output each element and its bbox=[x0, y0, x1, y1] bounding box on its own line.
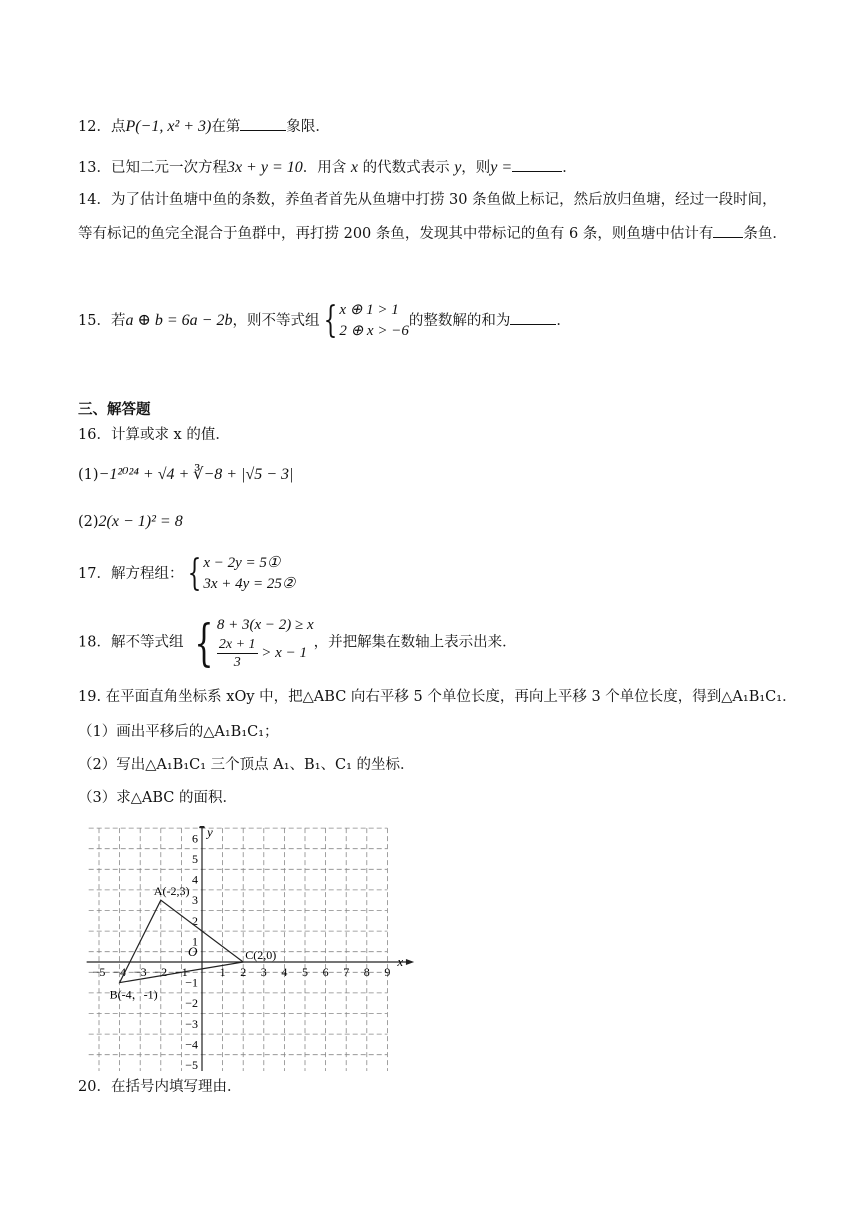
q18-text: 18．解不等式组 bbox=[78, 634, 184, 651]
q15-blank[interactable] bbox=[510, 310, 556, 325]
q12-text-2: 在第 bbox=[211, 119, 241, 135]
q12-text-3: 象限． bbox=[286, 119, 330, 135]
x-tick-label: 4 bbox=[281, 965, 288, 979]
q16-p1-expression: −1²⁰²⁴ + √4 + ∛−8 + |√5 − 3| bbox=[98, 466, 294, 483]
q15-system bbox=[339, 300, 408, 342]
question-16-part-2 bbox=[78, 512, 183, 532]
q18-brace: { bbox=[194, 613, 214, 672]
q13-text-2: ．用含 bbox=[302, 160, 347, 176]
y-axis-label: y bbox=[207, 826, 213, 840]
y-axis-arrow bbox=[199, 826, 205, 828]
q15-text-3: 的整数解的和为 bbox=[408, 313, 511, 329]
q18-system bbox=[217, 614, 314, 671]
q15-text-2: ，则不等式组 bbox=[232, 313, 320, 329]
y-tick-label: −3 bbox=[185, 1016, 198, 1031]
point-a-label: A(-2,3) bbox=[153, 884, 190, 899]
x-tick-label: 8 bbox=[363, 965, 370, 979]
q13-var-y: y bbox=[454, 159, 462, 176]
x-axis-arrow bbox=[406, 959, 414, 965]
x-tick-label: 2 bbox=[240, 965, 247, 979]
y-tick-label: −5 bbox=[185, 1058, 198, 1071]
y-tick-label: 1 bbox=[192, 934, 198, 949]
x-tick-label: 3 bbox=[260, 965, 267, 979]
y-tick-label: 4 bbox=[192, 872, 198, 887]
question-19-sub-3: （3）求△ABC 的面积． bbox=[78, 790, 237, 806]
origin-label: O bbox=[188, 944, 198, 959]
q17-text: 17．解方程组： bbox=[78, 566, 184, 582]
q17-brace: { bbox=[188, 553, 202, 594]
q13-blank[interactable] bbox=[512, 157, 562, 172]
x-tick-label: −3 bbox=[133, 965, 147, 979]
q18-line-2: > x − 1 bbox=[261, 644, 307, 661]
q13-equation: 3x + y = 10 bbox=[226, 159, 303, 176]
question-19: 19. 在平面直角坐标系 xOy 中，把△ABC 向右平移 5 个单位长度，再向上平移 3 个单位长度，得到△A₁B₁C₁． bbox=[78, 689, 797, 705]
q17-line-1: x − 2y = 5① bbox=[203, 555, 281, 571]
question-13 bbox=[78, 157, 577, 178]
y-tick-label: 5 bbox=[192, 852, 198, 866]
q13-text-4: ，则 bbox=[461, 160, 491, 176]
question-14 bbox=[78, 183, 788, 251]
q13-y-equals: y = bbox=[490, 159, 513, 176]
x-tick-label: 1 bbox=[219, 965, 226, 979]
x-tick-label: 9 bbox=[384, 965, 391, 979]
q13-text-5: ． bbox=[562, 160, 577, 176]
q14-blank[interactable] bbox=[713, 223, 743, 238]
q15-brace: { bbox=[324, 300, 338, 341]
x-tick-label: 7 bbox=[343, 965, 350, 979]
q18-fraction bbox=[217, 636, 258, 671]
x-tick-label: 5 bbox=[302, 965, 308, 979]
q13-text: 已知二元一次方程 bbox=[110, 160, 227, 176]
question-16-title: 16．计算或求 x 的值． bbox=[78, 427, 230, 443]
section-heading: 三、解答题 bbox=[78, 401, 151, 418]
question-15 bbox=[78, 300, 571, 342]
x-tick-label: −1 bbox=[175, 965, 188, 979]
q15-text-4: ． bbox=[556, 313, 571, 329]
question-16-part-1 bbox=[78, 465, 293, 485]
question-18 bbox=[78, 614, 517, 671]
coordinate-grid-figure bbox=[76, 826, 416, 1071]
q17-line-2: 3x + 4y = 25② bbox=[203, 576, 296, 592]
question-17 bbox=[78, 553, 295, 595]
q15-number: 15． bbox=[78, 313, 111, 329]
q13-var-x: x bbox=[350, 159, 358, 176]
q14-text-2: 条鱼． bbox=[743, 226, 787, 242]
q15-definition: a ⊕ b = 6a − 2b bbox=[125, 312, 233, 329]
y-tick-label: −2 bbox=[185, 996, 198, 1011]
q18-fraction-denominator: 3 bbox=[233, 655, 241, 670]
q12-blank[interactable] bbox=[240, 116, 286, 131]
x-tick-label: −4 bbox=[113, 965, 126, 979]
x-tick-label: 6 bbox=[322, 965, 329, 979]
q13-number: 13． bbox=[78, 160, 111, 176]
grid-lines bbox=[89, 828, 391, 1071]
question-12 bbox=[78, 116, 330, 137]
q16-p2-label: (2) bbox=[78, 514, 99, 530]
tick-labels bbox=[93, 831, 391, 1071]
y-tick-label: −1 bbox=[185, 975, 198, 990]
q12-expression: P(−1, x² + 3) bbox=[125, 118, 212, 135]
point-c-label: C(2,0) bbox=[245, 948, 277, 962]
point-b-label: B(-4，-1) bbox=[109, 987, 158, 1002]
q13-text-3: 的代数式表示 bbox=[362, 160, 450, 176]
q18-line-1: 8 + 3(x − 2) ≥ x bbox=[216, 617, 314, 633]
y-tick-label: −4 bbox=[185, 1037, 198, 1052]
q15-text: 若 bbox=[110, 313, 126, 329]
question-19-sub-2: （2）写出△A₁B₁C₁ 三个顶点 A₁、B₁、C₁ 的坐标． bbox=[78, 757, 415, 773]
q14-text: 14．为了估计鱼塘中鱼的条数，养鱼者首先从鱼塘中打捞 30 条鱼做上标记，然后放归鱼塘，经过一段时间，等有标记的鱼完全混合于鱼群中，再打捞 200 条鱼，发现其中带标记的鱼有 6 条，则鱼塘中估计有 bbox=[78, 192, 777, 242]
x-tick-label: −5 bbox=[92, 965, 106, 979]
q15-line-1: x ⊕ 1 > 1 bbox=[339, 302, 399, 318]
y-tick-label: 3 bbox=[192, 893, 198, 908]
q16-p1-label: (1) bbox=[78, 467, 99, 483]
y-tick-label: 6 bbox=[192, 831, 198, 846]
q12-number: 12． bbox=[78, 119, 111, 135]
q15-line-2: 2 ⊕ x > −6 bbox=[339, 323, 409, 339]
y-tick-label: 2 bbox=[192, 913, 198, 928]
x-axis-label: x bbox=[397, 954, 404, 969]
q12-text: 点 bbox=[110, 119, 126, 135]
x-tick-label: −2 bbox=[154, 965, 168, 979]
q16-p2-expression: 2(x − 1)² = 8 bbox=[98, 513, 183, 530]
question-19-sub-1: （1）画出平移后的△A₁B₁C₁； bbox=[78, 724, 279, 740]
q18-text-2: ，并把解集在数轴上表示出来． bbox=[313, 634, 517, 651]
q17-system bbox=[203, 553, 295, 595]
q18-fraction-numerator: 2x + 1 bbox=[218, 637, 256, 652]
question-20: 20．在括号内填写理由． bbox=[78, 1079, 242, 1095]
